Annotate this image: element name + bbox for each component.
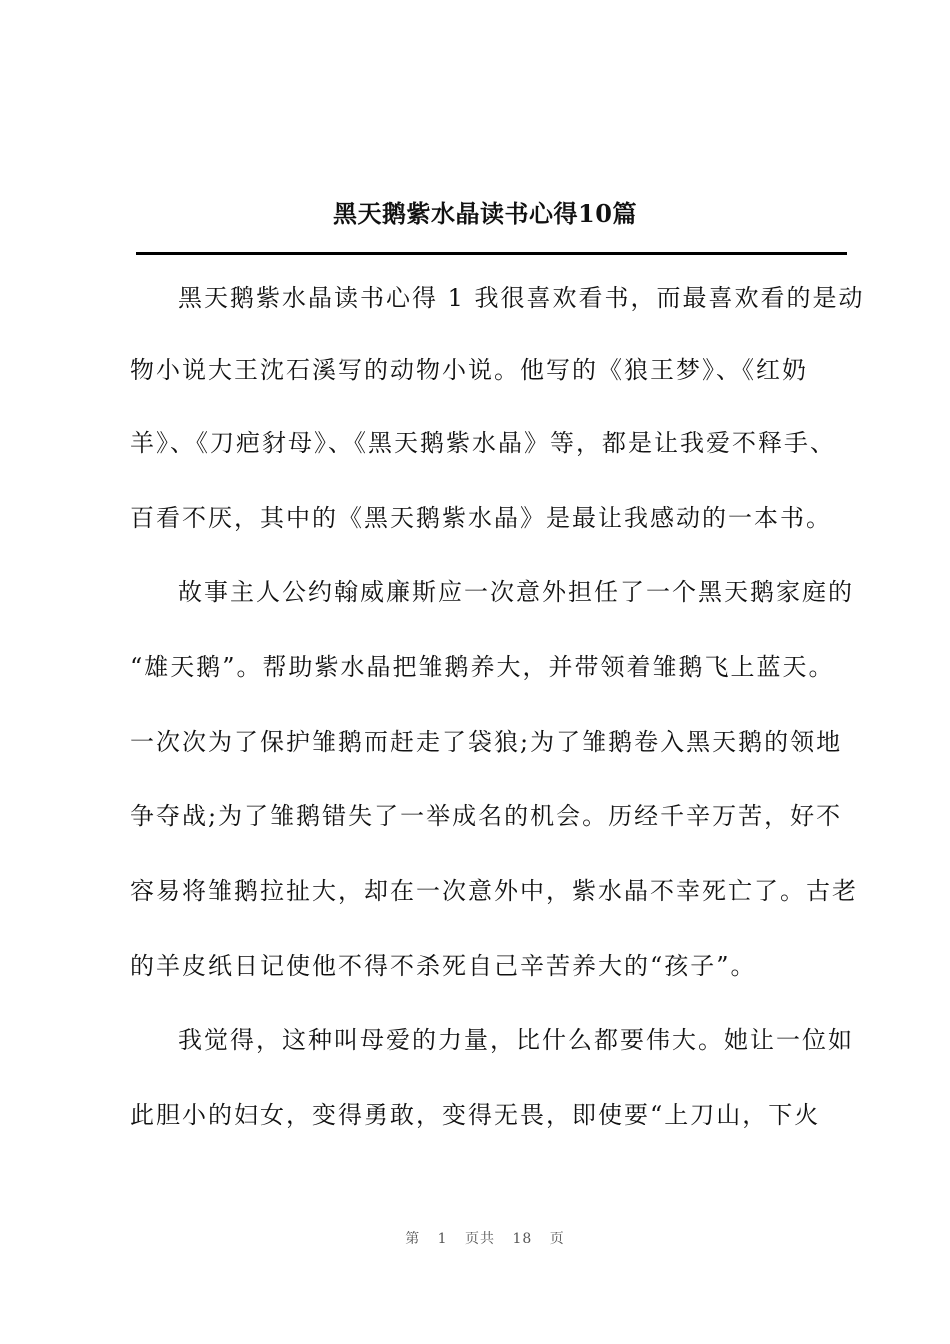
paragraph-2-line-1: 故事主人公约翰威廉斯应一次意外担任了一个黑天鹅家庭的	[178, 578, 854, 606]
paragraph-3-line-2: 此胆小的妇女，变得勇敢，变得无畏，即使要“上刀山，下火	[130, 1101, 821, 1129]
paragraph-1-line-4: 百看不厌，其中的《黑天鹅紫水晶》是最让我感动的一本书。	[130, 504, 832, 532]
footer-label-pages: 页	[549, 1231, 565, 1247]
paragraph-2-line-5: 容易将雏鹅拉扯大，却在一次意外中，紫水晶不幸死亡了。古老	[130, 877, 858, 905]
footer-label-page: 第	[405, 1231, 421, 1247]
title-underline	[136, 252, 847, 255]
document-title: 黑天鹅紫水晶读书心得10篇	[333, 199, 637, 228]
footer-total-pages: 18	[512, 1231, 533, 1247]
paragraph-2-line-6: 的羊皮纸日记使他不得不杀死自己辛苦养大的“孩子”。	[130, 952, 757, 980]
footer-label-of: 页共	[465, 1231, 496, 1247]
page-footer	[0, 1229, 950, 1249]
paragraph-2-line-3: 一次次为了保护雏鹅而赶走了袋狼;为了雏鹅卷入黑天鹅的领地	[130, 728, 843, 756]
paragraph-1-line-3: 羊》、《刀疤豺母》、《黑天鹅紫水晶》等，都是让我爱不释手、	[130, 429, 836, 457]
paragraph-2-line-4: 争夺战;为了雏鹅错失了一举成名的机会。历经千辛万苦，好不	[130, 802, 843, 830]
footer-current-page: 1	[437, 1231, 448, 1247]
paragraph-3-line-1: 我觉得，这种叫母爱的力量，比什么都要伟大。她让一位如	[178, 1026, 854, 1054]
paragraph-2-line-2: “雄天鹅”。帮助紫水晶把雏鹅养大，并带领着雏鹅飞上蓝天。	[130, 653, 835, 681]
paragraph-1-line-2: 物小说大王沈石溪写的动物小说。他写的《狼王梦》、《红奶	[130, 356, 808, 384]
paragraph-1-line-1: 黑天鹅紫水晶读书心得 1 我很喜欢看书，而最喜欢看的是动	[178, 284, 865, 312]
